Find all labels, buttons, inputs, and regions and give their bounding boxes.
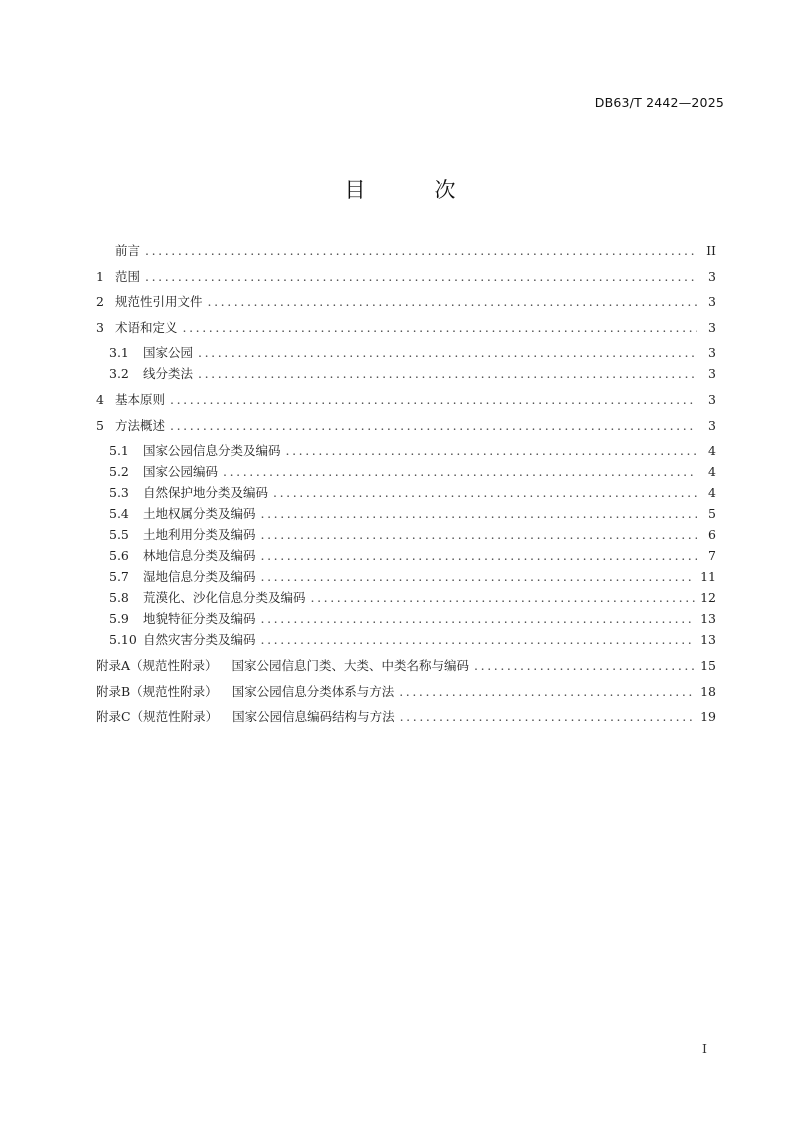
toc-entry-number: 5.6 [109, 548, 129, 563]
document-code: DB63/T 2442—2025 [594, 95, 724, 110]
toc-entry-page: 18 [700, 683, 716, 699]
toc-entry-title: 国家公园 [143, 345, 194, 360]
toc-entry[interactable] [96, 415, 716, 436]
toc-entry-title: 前言 [115, 243, 141, 258]
toc-entry[interactable] [96, 706, 716, 727]
toc-entry[interactable] [96, 461, 716, 482]
toc-dot-leader [261, 629, 696, 650]
toc-dot-leader [183, 317, 697, 338]
toc-entry[interactable] [96, 587, 716, 608]
toc-dot-leader [208, 291, 697, 312]
toc-entry-number: 4 [96, 392, 104, 407]
toc-dot-leader [170, 389, 697, 410]
toc-entry-page: 15 [700, 658, 716, 673]
toc-entry-page: 4 [708, 443, 716, 458]
toc-entry-page: 3 [708, 319, 716, 335]
toc-entry-number: 5.2 [109, 464, 129, 479]
toc-dot-leader [223, 461, 697, 482]
toc-entry[interactable] [96, 482, 716, 503]
toc-entry-title: 自然保护地分类及编码 [143, 485, 269, 500]
toc-entry-page: 3 [708, 294, 716, 309]
toc-entry-page: 6 [708, 527, 716, 542]
toc-dot-leader [261, 503, 697, 524]
toc-entry-title: 方法概述 [115, 417, 166, 433]
toc-entry-title: 土地利用分类及编码 [143, 527, 256, 542]
toc-entry-page: 3 [708, 392, 716, 407]
toc-dot-leader [273, 482, 697, 503]
toc-entry-title: 荒漠化、沙化信息分类及编码 [143, 590, 306, 605]
toc-entry[interactable] [96, 389, 716, 410]
toc-entry-title: 国家公园信息分类体系与方法 [231, 683, 395, 699]
toc-entry-number: 5.5 [109, 527, 129, 542]
toc-entry-number: 1 [96, 268, 104, 284]
toc-entry-number: 5.7 [109, 569, 129, 584]
toc-entry-page: 13 [700, 632, 716, 647]
toc-dot-leader [198, 342, 697, 363]
toc-entry-page: 4 [708, 485, 716, 500]
toc-dot-leader [286, 440, 697, 461]
toc-entry-number: 5.10 [109, 632, 137, 647]
toc-entry[interactable] [96, 363, 716, 384]
toc-entry-number: 3 [96, 319, 104, 335]
toc-entry-number: 5.3 [109, 485, 129, 500]
toc-entry-page: 7 [708, 548, 716, 563]
page-number: I [702, 1041, 707, 1056]
toc-entry[interactable] [96, 681, 716, 702]
toc-entry[interactable] [96, 266, 716, 287]
toc-dot-leader [145, 240, 697, 261]
toc-entry[interactable] [96, 317, 716, 338]
toc-entry-page: 3 [708, 268, 716, 284]
toc-entry[interactable] [96, 524, 716, 545]
toc-entry-title: 国家公园编码 [143, 464, 219, 479]
toc-entry[interactable] [96, 608, 716, 629]
toc-entry-number: 附录B（规范性附录） [96, 683, 218, 699]
toc-entry-title: 国家公园信息编码结构与方法 [232, 709, 395, 724]
toc-entry-title: 国家公园信息门类、大类、中类名称与编码 [231, 658, 470, 673]
toc-entry[interactable] [96, 440, 716, 461]
toc-entry-page: 3 [708, 366, 716, 381]
toc-entry-title: 湿地信息分类及编码 [143, 569, 256, 584]
toc-entry-title: 土地权属分类及编码 [143, 506, 256, 521]
toc-dot-leader [145, 266, 697, 287]
toc-entry-number: 3.2 [109, 366, 129, 381]
toc-entry[interactable] [96, 240, 716, 261]
toc-entry-number: 附录A（规范性附录） [96, 658, 218, 673]
toc-entry-number: 2 [96, 294, 104, 309]
toc-entry-title: 范围 [115, 268, 141, 284]
table-of-contents [96, 240, 716, 732]
toc-entry-number: 5.1 [109, 443, 129, 458]
toc-entry-number: 附录C（规范性附录） [96, 709, 219, 724]
page-title: 目 次 [344, 178, 480, 202]
toc-entry-page: II [706, 243, 716, 258]
toc-dot-leader [261, 545, 697, 566]
toc-entry-page: 3 [708, 345, 716, 360]
toc-dot-leader [261, 608, 696, 629]
toc-entry-page: 3 [708, 417, 716, 433]
toc-entry-title: 基本原则 [115, 392, 166, 407]
toc-entry-page: 13 [700, 611, 716, 626]
toc-entry-page: 12 [700, 590, 716, 605]
toc-entry-page: 5 [708, 506, 716, 521]
toc-entry-number: 3.1 [109, 345, 129, 360]
toc-entry-number: 5.9 [109, 611, 129, 626]
toc-entry[interactable] [96, 545, 716, 566]
toc-dot-leader [261, 566, 696, 587]
toc-entry-number: 5.8 [109, 590, 129, 605]
toc-dot-leader [170, 415, 697, 436]
toc-entry[interactable] [96, 655, 716, 676]
toc-dot-leader [474, 655, 695, 676]
toc-dot-leader [261, 524, 697, 545]
toc-dot-leader [399, 681, 695, 702]
toc-entry-title: 地貌特征分类及编码 [143, 611, 256, 626]
toc-entry-title: 规范性引用文件 [115, 294, 203, 309]
toc-dot-leader [400, 706, 696, 727]
toc-entry-number: 5.4 [109, 506, 129, 521]
toc-entry[interactable] [96, 503, 716, 524]
toc-dot-leader [311, 587, 696, 608]
toc-dot-leader [198, 363, 697, 384]
toc-entry-title: 线分类法 [143, 366, 194, 381]
toc-entry[interactable] [96, 566, 716, 587]
toc-entry-title: 国家公园信息分类及编码 [143, 443, 281, 458]
toc-entry[interactable] [96, 342, 716, 363]
toc-entry[interactable] [96, 629, 716, 650]
toc-entry-title: 林地信息分类及编码 [143, 548, 256, 563]
toc-entry-page: 19 [700, 709, 716, 724]
toc-entry-title: 术语和定义 [115, 319, 178, 335]
toc-entry-number: 5 [96, 417, 104, 433]
toc-entry[interactable] [96, 291, 716, 312]
toc-entry-page: 4 [708, 464, 716, 479]
toc-entry-page: 11 [700, 569, 716, 584]
toc-entry-title: 自然灾害分类及编码 [143, 632, 256, 647]
